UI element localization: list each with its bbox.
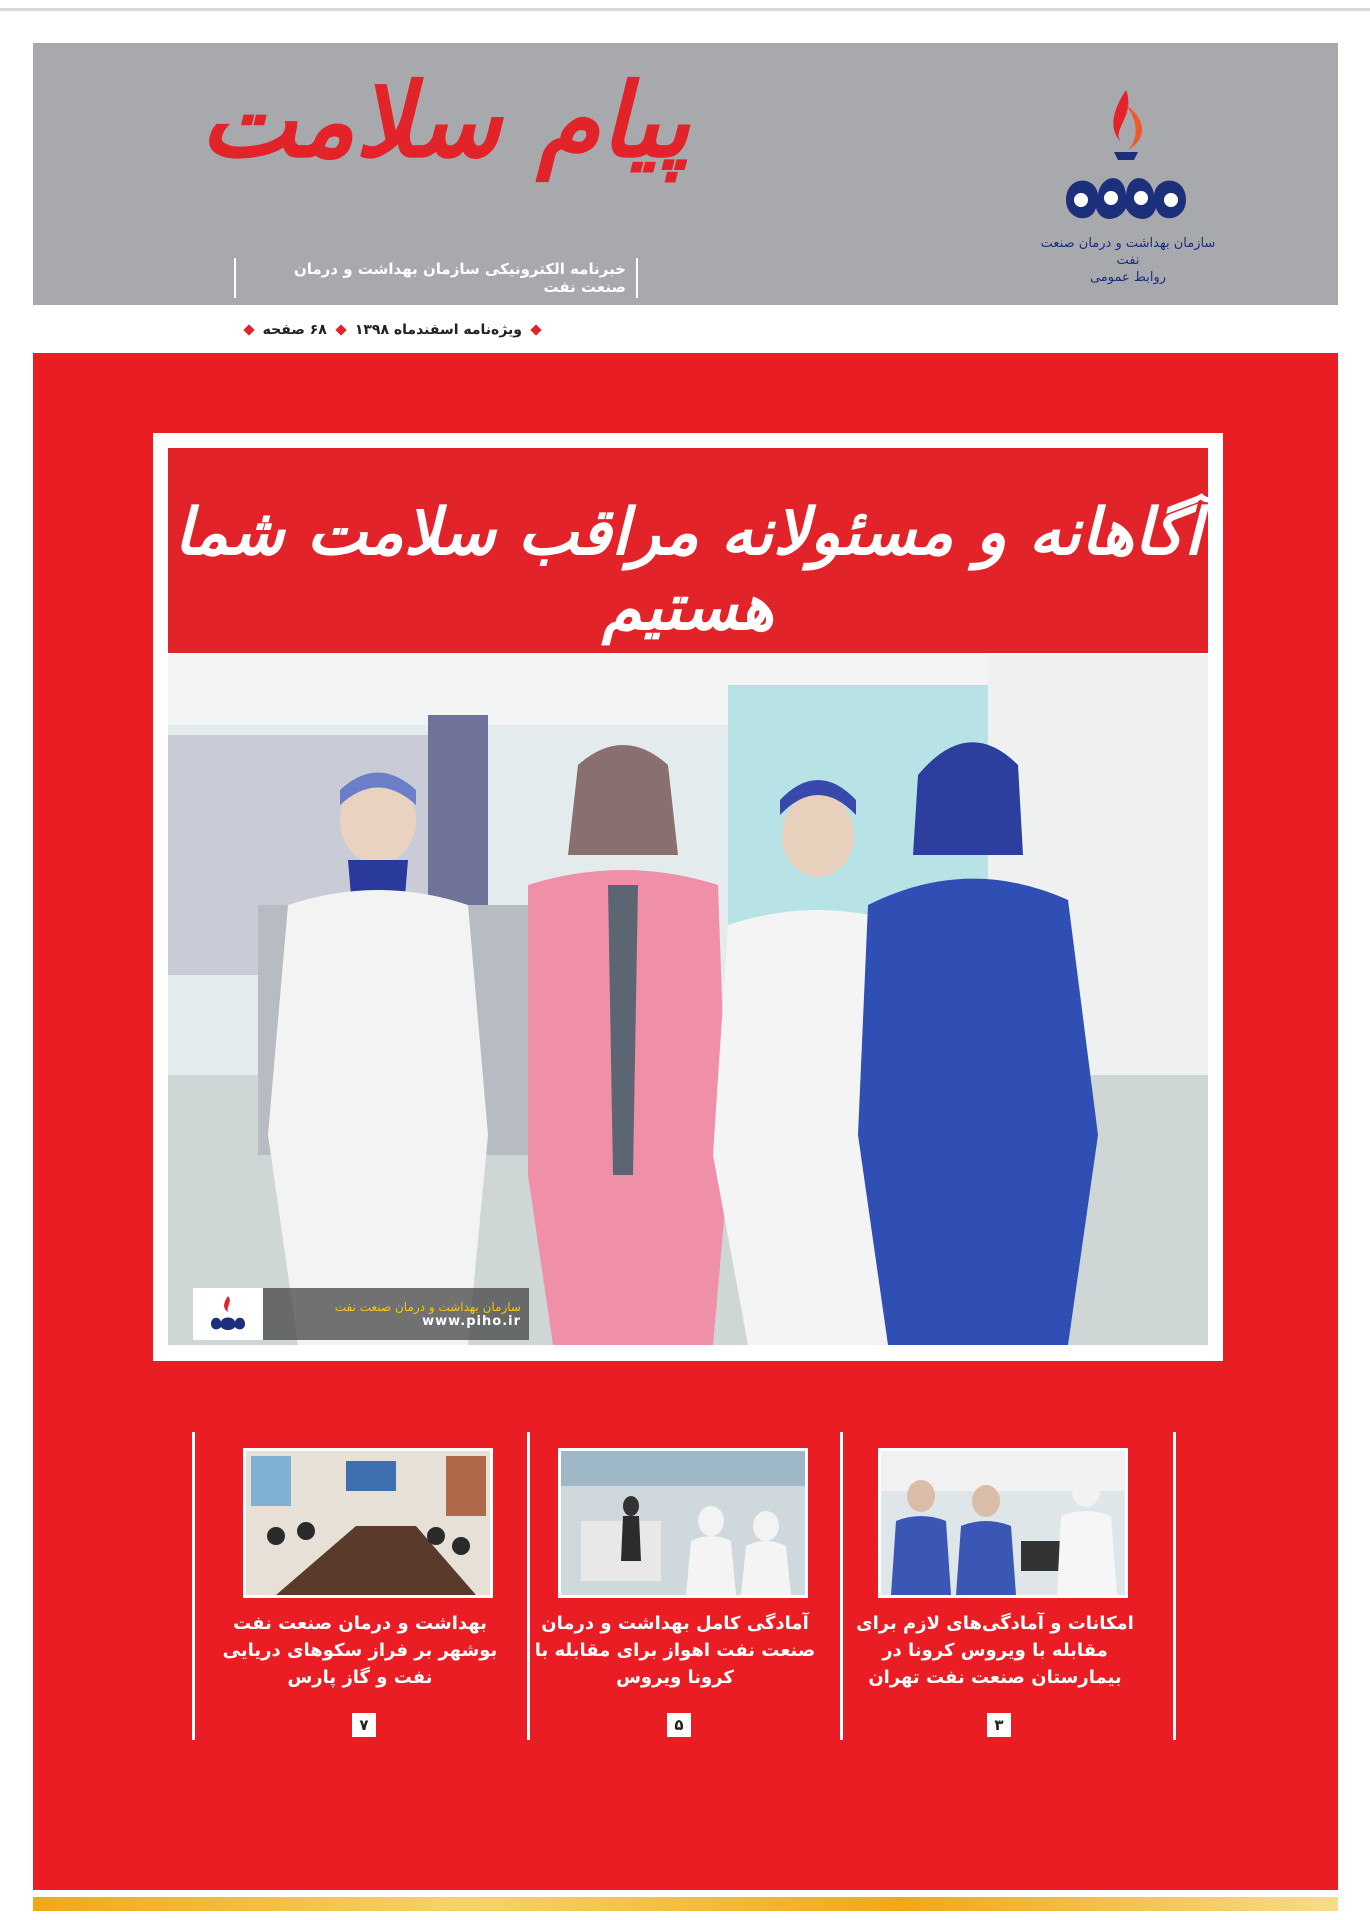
photo-watermark	[193, 1288, 529, 1340]
bullet-icon	[335, 324, 346, 335]
tagline: خبرنامه الکترونیکی سازمان بهداشت و درمان صنعت نفت	[234, 258, 638, 298]
article-card[interactable]	[830, 1430, 1134, 1740]
article-card[interactable]	[195, 1430, 498, 1740]
article-caption: بهداشت و درمان صنعت نفت بوشهر بر فراز سکوهای دریایی نفت و گاز پارس	[222, 1613, 498, 1688]
watermark-url[interactable]: www.piho.ir	[422, 1313, 521, 1329]
logo-caption	[1028, 236, 1228, 287]
watermark-org: سازمان بهداشت و درمان صنعت نفت	[334, 1299, 521, 1314]
bullet-icon	[530, 324, 541, 335]
article-thumbnail	[878, 1448, 1128, 1598]
article-thumbnail	[558, 1448, 808, 1598]
bullet-icon	[243, 324, 254, 335]
article-caption: امکانات و آمادگی‌های لازم برای مقابله با ویروس کرونا در بیمارستان صنعت نفت تهران	[856, 1613, 1134, 1688]
bottom-decorative-strip	[33, 1897, 1338, 1911]
watermark-logo-icon	[193, 1288, 263, 1340]
main-photo	[168, 655, 1208, 1345]
article-card[interactable]	[510, 1430, 816, 1740]
issue-label: ویژه‌نامه اسفندماه ۱۳۹۸	[354, 322, 522, 338]
headline: آگاهانه و مسئولانه مراقب سلامت شما هستیم	[174, 495, 1202, 645]
issue-info	[245, 322, 540, 338]
article-page-number: ۷	[352, 1713, 376, 1737]
article-page-number: ۵	[667, 1713, 691, 1737]
page-count: ۶۸ صفحه	[262, 322, 327, 338]
article-caption: آمادگی کامل بهداشت و درمان صنعت نفت اهواز برای مقابله با کرونا ویروس	[534, 1613, 816, 1688]
hospital-staff-photo	[168, 655, 1208, 1345]
column-divider	[1173, 1432, 1176, 1740]
logo-org-name: سازمان بهداشت و درمان صنعت نفت	[1040, 236, 1216, 268]
top-border	[0, 8, 1370, 11]
masthead-title: پیام سلامت	[199, 61, 690, 181]
article-page-number: ۳	[987, 1713, 1011, 1737]
article-thumbnail	[243, 1448, 493, 1598]
logo-dept-name: روابط عمومی	[1089, 269, 1167, 285]
